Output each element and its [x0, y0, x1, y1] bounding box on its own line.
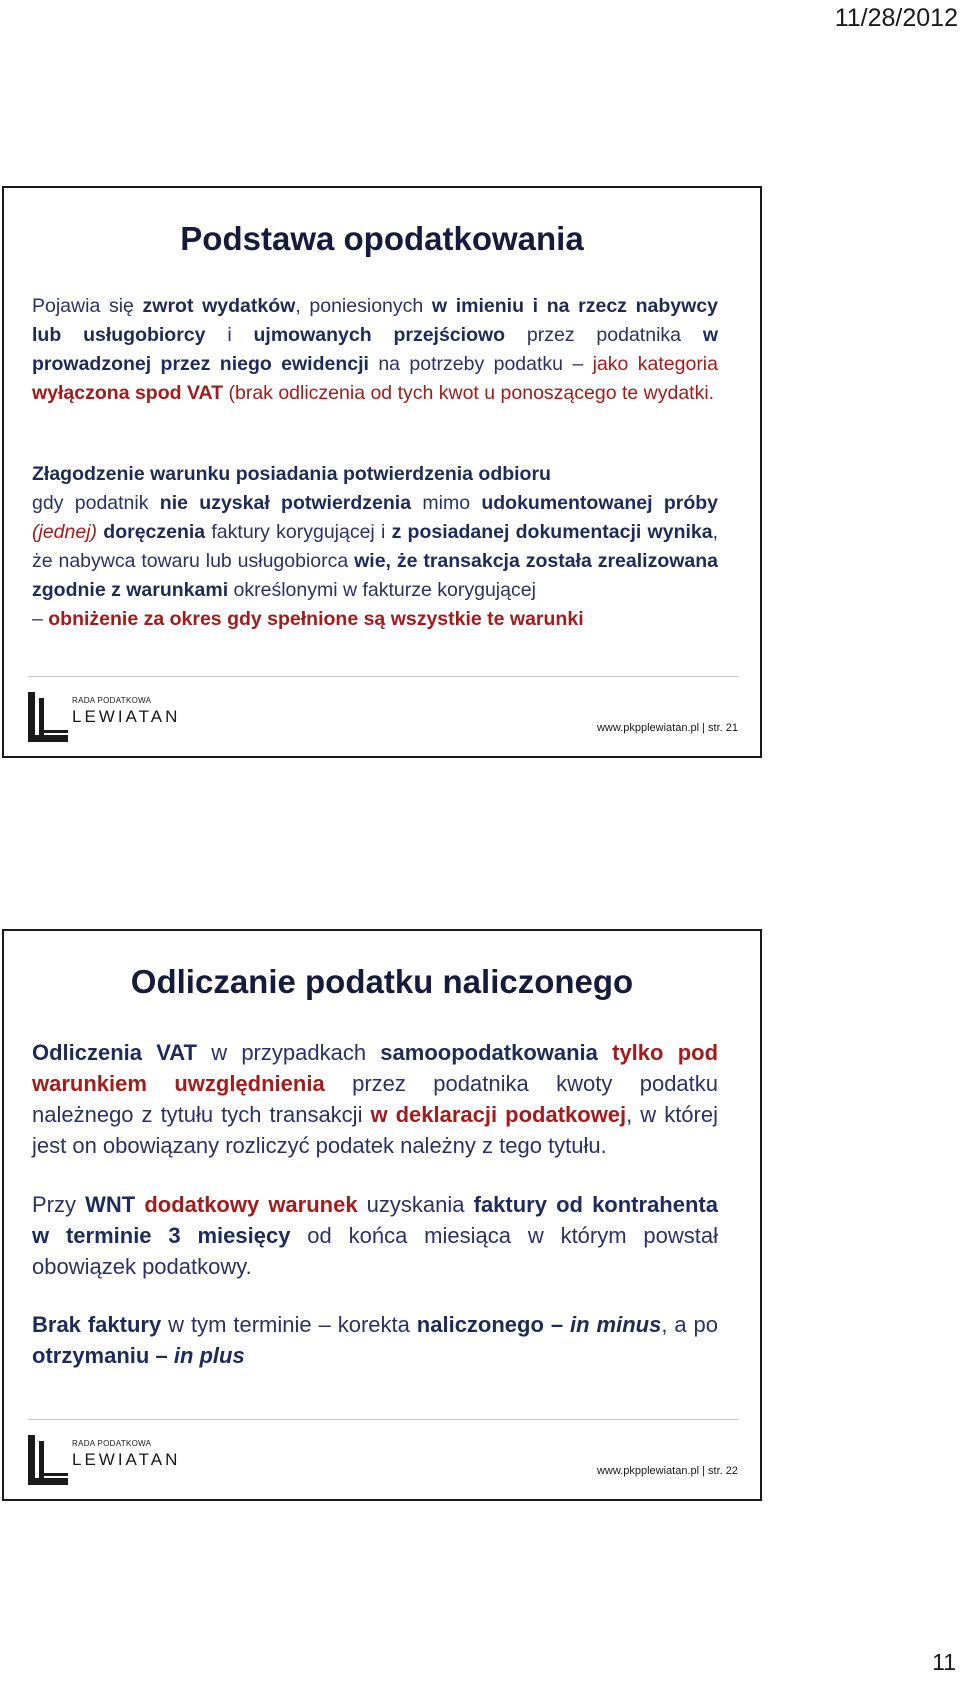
logo-small-text: RADA PODATKOWA: [72, 696, 152, 705]
page-date: 11/28/2012: [834, 4, 958, 32]
slide-odliczanie-podatku: [2, 929, 762, 1501]
subheading-zlagodzenie: Złagodzenie warunku posiadania potwierdzenia odbioru: [32, 463, 551, 485]
lewiatan-logo-icon: [26, 690, 70, 744]
paragraph-wnt: Przy WNT dodatkowy warunek uzyskania faktury od kontrahenta w terminie 3 miesięcy od końca miesiąca w którym powstał obowiązek podatkowy.: [32, 1192, 719, 1279]
lewiatan-logo: [26, 1433, 186, 1487]
paragraph-brak-faktury: Brak faktury w tym terminie – korekta naliczonego – in minus, a po otrzymaniu – in plus: [32, 1312, 719, 1368]
slide-footer-url: www.pkpplewiatan.pl | str. 21: [596, 722, 738, 734]
paragraph-zlagodzenie-warunku: Złagodzenie warunku posiadania potwierdzenia odbioru gdy podatnik nie uzyskał potwierdzenia mimo udokumentowanej próby (jednej) doręczenia faktury korygującej i z posiadanej dokumentacji wynika, że nabywca towaru lub usługobiorca wie, że transakcja została zrealizowana zgodnie z warunkami określonymi w fakturze korygującej – obniżenie za okres gdy spełnione są wszystkie te warunki: [32, 460, 718, 634]
footer-divider: [28, 1419, 738, 1420]
logo-name: LEWIATAN: [72, 1450, 181, 1469]
slide-title: Odliczanie podatku naliczonego: [130, 963, 634, 1000]
logo-small-text: RADA PODATKOWA: [72, 1439, 152, 1448]
slide-title: Podstawa opodatkowania: [180, 220, 584, 257]
logo-name: LEWIATAN: [72, 707, 181, 726]
lewiatan-logo: [26, 690, 186, 744]
slide-podstawa-opodatkowania: [2, 186, 762, 758]
lewiatan-logo-icon: [26, 1433, 70, 1487]
page-number: 11: [932, 1649, 956, 1675]
footer-divider: [28, 676, 738, 677]
paragraph-odliczenia-vat: Odliczenia VAT w przypadkach samoopodatkowania tylko pod warunkiem uwzględnienia przez podatnika kwoty podatku należnego z tytułu tych transakcji w deklaracji podatkowej, w której jest on obowiązany rozliczyć podatek należny z tego tytułu.: [32, 1040, 719, 1158]
slide-footer-url: www.pkpplewiatan.pl | str. 22: [596, 1465, 738, 1477]
paragraph-zwrot-wydatkow: Pojawia się zwrot wydatków, poniesionych w imieniu i na rzecz nabywcy lub usługobiorcy i ujmowanych przejściowo przez podatnika w prowadzonej przez niego ewidencji na potrzeby podatku – jako kategoria wyłączona spod VAT (brak odliczenia od tych kwot u ponoszącego te wydatki.: [32, 295, 719, 404]
